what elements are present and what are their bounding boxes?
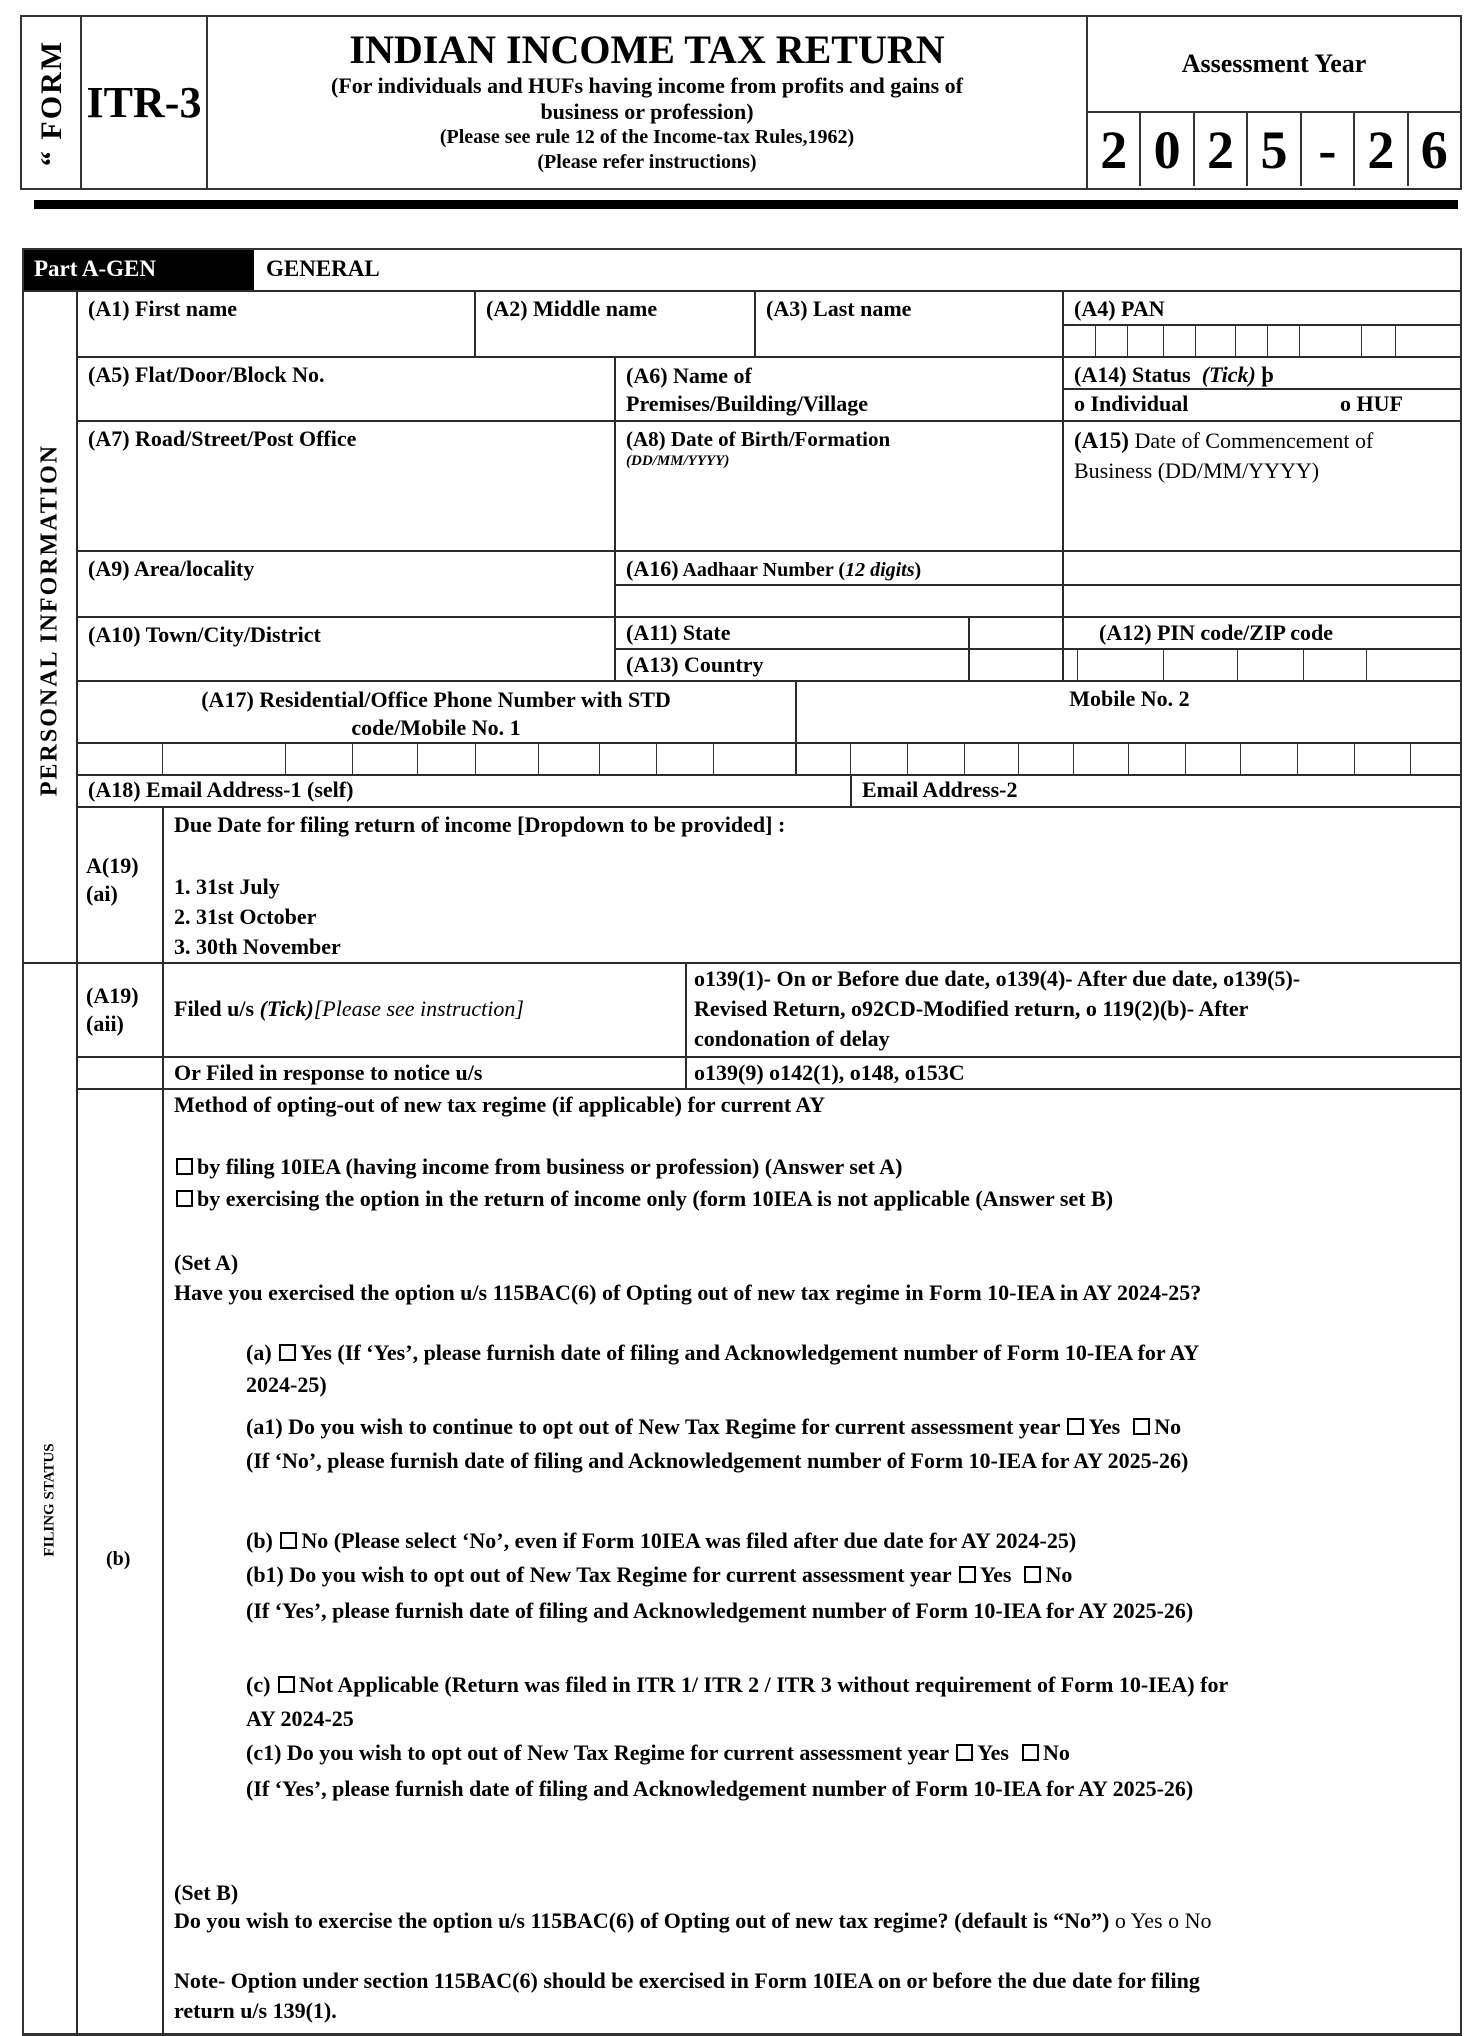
premises-label-line1: (A6) Name of: [626, 363, 752, 388]
due-date-code-line1: A(19): [86, 853, 139, 878]
filed-us-instruction: [Please see instruction]: [313, 996, 524, 1021]
assessment-year-digits: [1088, 113, 1460, 186]
checkbox-icon[interactable]: [1067, 1418, 1084, 1435]
form-title: INDIAN INCOME TAX RETURN: [349, 27, 945, 72]
checkbox-icon[interactable]: [956, 1744, 973, 1761]
option-b1-text: (b1) Do you wish to opt out of New Tax Regime for current assessment year: [246, 1562, 952, 1587]
checkbox-icon[interactable]: [959, 1566, 976, 1583]
premises-label: [616, 358, 1062, 422]
ay-digit: 2: [1088, 113, 1141, 186]
commencement-code: (A15): [1074, 428, 1129, 453]
set-a-question: Have you exercised the option u/s 115BAC(6) of Opting out of new tax regime in Form 10-IEA in AY 2024-25?: [174, 1280, 1202, 1305]
option-b-text: No (Please select ‘No’, even if Form 10IEA was filed after due date for AY 2024-25): [301, 1528, 1077, 1553]
part-name: GENERAL: [266, 256, 380, 281]
mobile2-label: Mobile No. 2: [1069, 686, 1190, 711]
aadhaar-close-paren: ): [914, 559, 922, 581]
due-date-option[interactable]: 2. 31st October: [174, 904, 317, 929]
pan-label: (A4) PAN: [1074, 296, 1165, 321]
aadhaar-label: [616, 552, 1462, 587]
a1-no-label: No: [1154, 1414, 1182, 1439]
set-a-label: (Set A): [174, 1250, 239, 1275]
road-street-input[interactable]: [78, 452, 614, 548]
filed-us-options-line1: o139(1)- On or Before due date, o139(4)- After due date, o139(5)-: [694, 966, 1301, 991]
method-b-label: by exercising the option in the return of income only (form 10IEA is not applicable (Answer set B): [197, 1186, 1114, 1211]
regime-code: (b): [106, 1548, 131, 1570]
dob-format-hint: (DD/MM/YYYY): [626, 453, 730, 469]
notice-label: Or Filed in response to notice u/s: [174, 1060, 483, 1085]
set-b-no-radio[interactable]: o No: [1168, 1908, 1212, 1933]
dob-code: (A8): [626, 427, 666, 451]
phone-label-line1: (A17) Residential/Office Phone Number with STD: [201, 687, 671, 712]
checkbox-icon[interactable]: [1024, 1566, 1041, 1583]
filed-us-code-line2: (aii): [86, 1011, 124, 1036]
flat-door-label: (A5) Flat/Door/Block No.: [88, 362, 325, 387]
checkbox-icon[interactable]: [1133, 1418, 1150, 1435]
option-a-yes[interactable]: [246, 1338, 1199, 1368]
note-line1: Note- Option under section 115BAC(6) should be exercised in Form 10IEA on or before the due date for filing: [174, 1968, 1200, 1993]
pan-input-boxes[interactable]: [1064, 326, 1462, 356]
filed-us-options-line2: Revised Return, o92CD-Modified return, o 119(2)(b)- After: [694, 996, 1249, 1021]
instructions-note: (Please refer instructions): [537, 151, 757, 173]
first-name-input[interactable]: [78, 320, 475, 356]
town-city-label: (A10) Town/City/District: [88, 622, 321, 647]
option-c-text: Not Applicable (Return was filed in ITR 1/ ITR 2 / ITR 3 without requirement of Form 10-IEA) for: [298, 1672, 1229, 1697]
option-a1-note: (If ‘No’, please furnish date of filing and Acknowledgement number of Form 10-IEA for AY 2025-26): [246, 1448, 1189, 1473]
middle-name-input[interactable]: [476, 320, 754, 356]
dob-label-text: Date of Birth/Formation: [670, 427, 891, 451]
method-a-label: by filing 10IEA (having income from business or profession) (Answer set A): [197, 1154, 903, 1179]
email2-label: Email Address-2: [862, 777, 1018, 802]
status-individual-label: o Individual: [1074, 391, 1189, 416]
dob-label: [616, 422, 1062, 474]
form-title-block: [208, 17, 1088, 188]
filed-us-options[interactable]: [694, 964, 1300, 1054]
status-huf-radio[interactable]: [1340, 390, 1403, 418]
due-date-dropdown[interactable]: [174, 872, 341, 962]
ay-digit: 5: [1248, 113, 1301, 186]
checkbox-icon[interactable]: [176, 1190, 193, 1207]
middle-name-label: (A2) Middle name: [486, 296, 658, 321]
form-subtitle-line1: (For individuals and HUFs having income from profits and gains of: [331, 73, 963, 98]
c1-yes-label: Yes: [977, 1740, 1009, 1765]
last-name-input[interactable]: [756, 320, 1062, 356]
option-a-text: Yes (If ‘Yes’, please furnish date of filing and Acknowledgement number of Form 10-IEA for AY: [300, 1340, 1200, 1365]
due-date-option[interactable]: 3. 30th November: [174, 934, 341, 959]
commencement-line2: Business (DD/MM/YYYY): [1074, 458, 1320, 483]
a1-yes-label: Yes: [1088, 1414, 1121, 1439]
ay-digit: 2: [1195, 113, 1248, 186]
ay-digit: 0: [1141, 113, 1194, 186]
premises-label-line2: Premises/Building/Village: [626, 391, 869, 416]
first-name-label: (A1) First name: [88, 296, 238, 321]
ay-digit: -: [1302, 113, 1355, 186]
assessment-year-label: Assessment Year: [1088, 17, 1460, 113]
c1-no-label: No: [1043, 1740, 1070, 1765]
filed-us-code-line1: (A19): [86, 983, 139, 1008]
status-label: [1064, 358, 1462, 392]
option-b1: [246, 1560, 1072, 1590]
town-city-input[interactable]: [78, 648, 614, 680]
filed-us-text: Filed u/s: [174, 996, 255, 1021]
option-b-no[interactable]: [246, 1526, 1076, 1556]
option-c-text-line2: AY 2024-25: [246, 1706, 354, 1731]
pin-code-input-boxes[interactable]: [970, 650, 1462, 680]
form-subtitle-line2: business or profession): [540, 99, 754, 124]
area-locality-label: (A9) Area/locality: [88, 556, 255, 581]
aadhaar-input[interactable]: [616, 586, 1462, 616]
set-b-yes-radio[interactable]: o Yes: [1114, 1908, 1163, 1933]
method-b-option[interactable]: [174, 1184, 1113, 1214]
personal-information-label: PERSONAL INFORMATION: [36, 443, 63, 797]
note-line2: return u/s 139(1).: [174, 1998, 337, 2023]
due-date-option[interactable]: 1. 31st July: [174, 874, 280, 899]
form-label: “ FORM: [35, 39, 68, 167]
filing-status-label: FILING STATUS: [41, 1443, 58, 1557]
aadhaar-code: (A16): [626, 556, 679, 581]
road-street-label: (A7) Road/Street/Post Office: [88, 426, 357, 451]
status-individual-radio[interactable]: [1074, 390, 1188, 418]
due-date-code: [86, 852, 139, 908]
set-b-label: (Set B): [174, 1880, 239, 1905]
phone-input-boxes[interactable]: [78, 744, 795, 774]
option-a1: [246, 1412, 1181, 1442]
option-c-prefix: (c): [246, 1672, 271, 1697]
state-label: (A11) State: [626, 620, 731, 645]
option-b1-note: (If ‘Yes’, please furnish date of filing and Acknowledgement number of Form 10-IEA for AY 2025-26): [246, 1598, 1194, 1623]
due-date-title: Due Date for filing return of income [Dropdown to be provided] :: [174, 812, 786, 837]
form-label-cell: [22, 17, 82, 188]
option-a1-text: (a1) Do you wish to continue to opt out of New Tax Regime for current assessment year: [246, 1414, 1060, 1439]
option-a-prefix: (a): [246, 1340, 272, 1365]
notice-options[interactable]: o139(9) o142(1), o148, o153C: [694, 1060, 965, 1085]
set-b-question: [174, 1906, 1211, 1936]
dob-input[interactable]: [616, 480, 1062, 548]
commencement-date-input[interactable]: [1064, 490, 1462, 550]
filed-us-label: [174, 996, 524, 1022]
b1-no-label: No: [1045, 1562, 1073, 1587]
regime-title: Method of opting-out of new tax regime (if applicable) for current AY: [174, 1092, 826, 1117]
phone-label: [78, 682, 794, 746]
due-date-code-line2: (ai): [86, 881, 118, 906]
option-a-text-line2: 2024-25): [246, 1372, 327, 1397]
aadhaar-label-text: Aadhaar Number (: [682, 559, 846, 581]
commencement-line1: Date of Commencement of: [1134, 428, 1374, 453]
tick-mark-icon: þ: [1261, 362, 1274, 387]
set-b-question-text: Do you wish to exercise the option u/s 115BAC(6) of Opting out of new tax regime? (default is “No”): [174, 1908, 1110, 1933]
ay-digit: 2: [1355, 113, 1408, 186]
filed-us-options-line3: condonation of delay: [694, 1026, 890, 1051]
filed-us-code: [86, 982, 139, 1038]
checkbox-icon[interactable]: [278, 1676, 295, 1693]
aadhaar-digits-hint: 12 digits: [845, 559, 915, 581]
header-divider: [34, 200, 1458, 209]
status-label-text: (A14) Status: [1074, 362, 1191, 387]
country-label: (A13) Country: [626, 652, 764, 677]
option-b-prefix: (b): [246, 1528, 273, 1553]
option-c1-note: (If ‘Yes’, please furnish date of filing and Acknowledgement number of Form 10-IEA for AY 2025-26): [246, 1776, 1194, 1801]
option-c1-text: (c1) Do you wish to opt out of New Tax Regime for current assessment year: [246, 1740, 949, 1765]
method-a-option[interactable]: [174, 1152, 902, 1182]
email1-label: (A18) Email Address-1 (self): [88, 777, 354, 802]
checkbox-icon[interactable]: [279, 1344, 296, 1361]
status-tick-hint: (Tick): [1201, 362, 1256, 387]
assessment-year-block: [1088, 17, 1460, 188]
part-code: Part A-GEN: [24, 250, 254, 290]
commencement-date-label: [1064, 422, 1462, 490]
form-header: [20, 15, 1462, 190]
checkbox-icon[interactable]: [1022, 1744, 1039, 1761]
option-c1: [246, 1738, 1070, 1768]
form-code: ITR-3: [82, 17, 208, 188]
status-huf-label: o HUF: [1340, 391, 1403, 416]
mobile2-input-boxes[interactable]: [797, 744, 1462, 774]
filed-us-tick-hint: (Tick): [259, 996, 314, 1021]
option-c-not-applicable[interactable]: [246, 1670, 1228, 1700]
checkbox-icon[interactable]: [280, 1532, 297, 1549]
ay-digit: 6: [1420, 119, 1448, 180]
rule-note: (Please see rule 12 of the Income-tax Rules,1962): [439, 126, 855, 148]
b1-yes-label: Yes: [979, 1562, 1012, 1587]
checkbox-icon[interactable]: [176, 1158, 193, 1175]
flat-door-input[interactable]: [78, 388, 614, 420]
pin-code-label: (A12) PIN code/ZIP code: [1098, 620, 1334, 645]
phone-label-line2: code/Mobile No. 1: [351, 715, 521, 740]
last-name-label: (A3) Last name: [766, 296, 912, 321]
area-locality-input[interactable]: [78, 582, 614, 616]
